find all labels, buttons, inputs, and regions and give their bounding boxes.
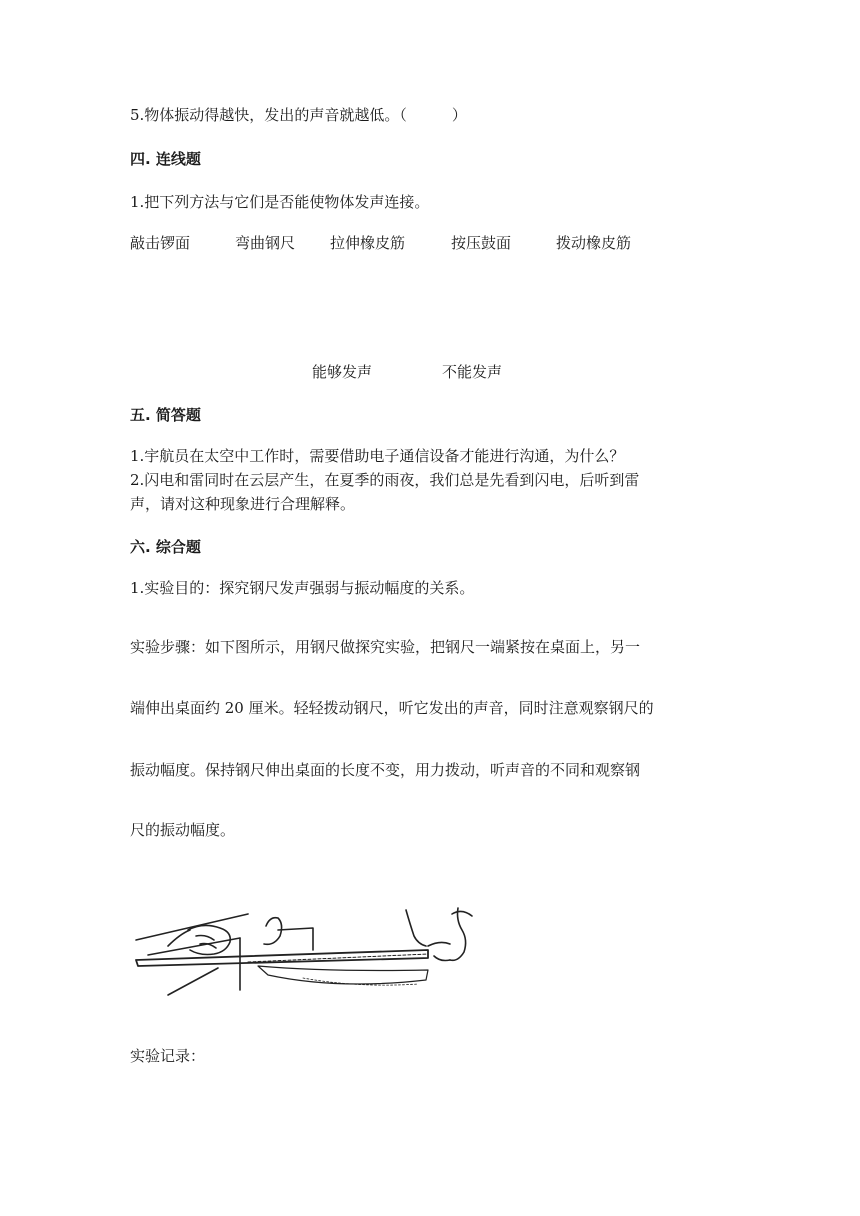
option-press-drum: 按压鼓面 xyxy=(451,234,512,252)
option-bend-ruler: 弯曲钢尺 xyxy=(235,234,296,252)
question-5: 5.物体振动得越快，发出的声音就越低。（ ） xyxy=(130,106,467,124)
result-no-sound: 不能发声 xyxy=(442,363,503,381)
result-can-sound: 能够发声 xyxy=(312,363,373,381)
option-stretch-band: 拉伸橡皮筋 xyxy=(330,234,406,252)
experiment-step-line2: 端伸出桌面约 20 厘米。轻轻拨动钢尺，听它发出的声音，同时注意观察钢尺的 xyxy=(130,699,654,717)
section-6-title: 六. 综合题 xyxy=(130,538,201,556)
experiment-step-line3: 振动幅度。保持钢尺伸出桌面的长度不变，用力拨动，听声音的不同和观察钢 xyxy=(130,761,641,779)
experiment-step-line1: 实验步骤：如下图所示，用钢尺做探究实验，把钢尺一端紧按在桌面上，另一 xyxy=(130,638,641,656)
short-answer-2-line1: 2.闪电和雷同时在云层产生，在夏季的雨夜，我们总是先看到闪电，后听到雷 xyxy=(130,471,640,489)
short-answer-1: 1.宇航员在太空中工作时，需要借助电子通信设备才能进行沟通，为什么？ xyxy=(130,447,625,465)
experiment-purpose: 1.实验目的：探究钢尺发声强弱与振动幅度的关系。 xyxy=(130,579,475,597)
option-strike-gong: 敲击锣面 xyxy=(130,234,191,252)
short-answer-2-line2: 声，请对这种现象进行合理解释。 xyxy=(130,495,356,513)
option-pluck-band: 拨动橡皮筋 xyxy=(556,234,632,252)
experiment-record-label: 实验记录： xyxy=(130,1047,206,1065)
matching-question-1: 1.把下列方法与它们是否能使物体发声连接。 xyxy=(130,193,430,211)
ruler-experiment-illustration xyxy=(128,900,508,1010)
section-4-title: 四. 连线题 xyxy=(130,150,201,168)
experiment-step-line4: 尺的振动幅度。 xyxy=(130,821,236,839)
section-5-title: 五. 简答题 xyxy=(130,406,201,424)
